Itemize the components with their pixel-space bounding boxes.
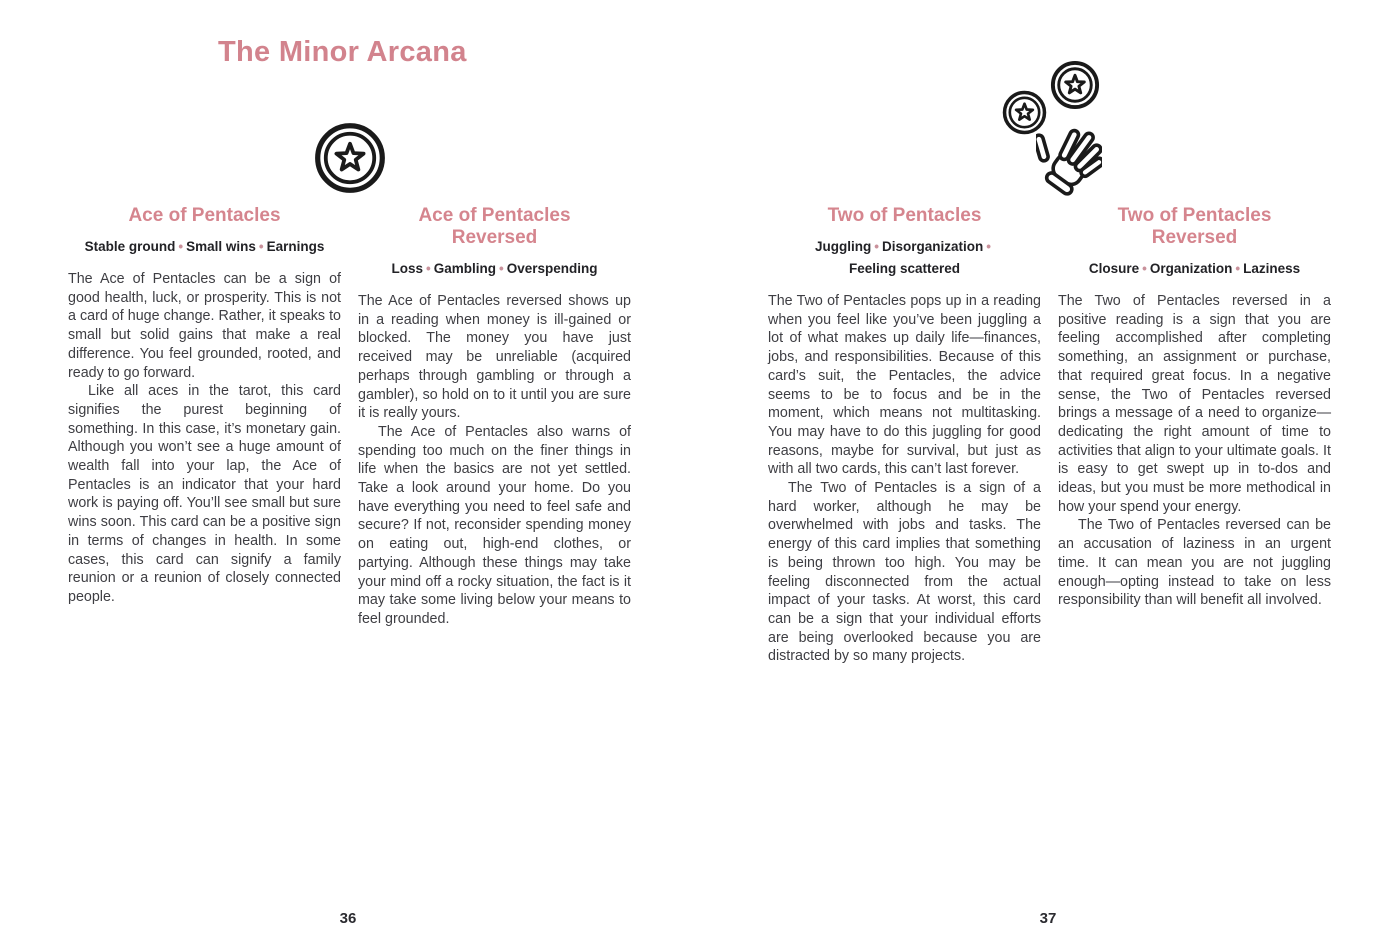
keyword: Stable ground [84,239,176,254]
card-title [1058,205,1331,249]
card-title-line: Two of Pentacles [1117,205,1272,226]
card-paragraph: Like all aces in the tarot, this card signifies the purest beginning of something. In this case, it’s monetary gain. Although you won’t see a huge amount of wealth fall into your lap, the Ace of Pentacles is an indicator that your hard work is paying off. You’ll see small but sure wins soon. This card can be a positive sign in terms of changes in health. In some cases, this card can signify a family reunion or a reunion of closely connected people. [68,383,341,605]
card-keywords [358,258,631,280]
card-paragraph: The Two of Pentacles pops up in a reading when you feel like you’ve been juggling a lot of what makes up daily life—finances, jobs, and responsibilities. Because of this card’s suit, the Pentacles, the advice seems to be to focus and be in the moment, which means not multitasking. You may have to do this juggling for good reasons, maybe for survival, but just as with all two cards, this can’t last forever. [768,293,1041,478]
card-paragraph: The Two of Pentacles is a sign of a hard worker, although he may be overwhelmed with jobs and tasks. The energy of this card implies that something is being thrown too high. You may be feeling disconnected from the actual impact of your tasks. At worst, this card can be a sign that your individual efforts are being overlooked because you are distracted by so many projects. [768,480,1041,665]
card-paragraph: The Two of Pentacles reversed can be an accusation of laziness in an urgent time. It can mean you are not juggling enough—opting instead to take on less responsibility than will benefit all involved. [1058,517,1331,609]
card-keywords [68,236,341,258]
card-title-line: Reversed [451,227,538,248]
keyword: Organization [1149,261,1233,276]
card-body [68,270,341,607]
card-title [358,205,631,249]
page-number-left: 36 [339,910,357,927]
card-title-line: Two of Pentacles [827,205,982,226]
card-section-two-of-pentacles [768,205,1041,666]
keyword: Closure [1088,261,1140,276]
card-title-line: Ace of Pentacles [418,205,571,226]
card-paragraph: The Ace of Pentacles reversed shows up in a reading when money is ill-gained or blocked. The money you have just received may be unreliable (acquired perhaps through gambling or through a gambler), so hold on to it until you are sure it is really yours. [358,293,631,422]
card-paragraph: The Ace of Pentacles also warns of spending too much on the finer things in life when the basics are not yet settled. Take a look around your home. Do you have everything you need to feel safe and secure? If not, reconsider spending money on eating out, high-end clothes, or partying. Although these things may take your mind off a rocky situation, the fact is it may take some living below your means to feel grounded. [358,423,631,627]
card-keywords [768,236,1041,280]
bullet-separator: • [1235,261,1241,276]
card-title-line: Ace of Pentacles [128,205,281,226]
juggling-hand-icon [1036,124,1102,202]
card-paragraph: The Two of Pentacles reversed in a positive reading is a sign that you are feeling accomplished after completing something, an assignment or purchase, that required great focus. In a negative sense, the Two of Pentacles reversed brings a message of a need to organize—dedicating the right amount of time to activities that align to your ultimate goals. It is easy to get swept up in to-dos and ideas, but you must be more methodical in how your spend your energy. [1058,293,1331,515]
page-number-right: 37 [1039,910,1057,927]
keyword: Earnings [266,239,325,254]
keyword: Feeling scattered [848,261,961,276]
bullet-separator: • [258,239,264,254]
keyword: Laziness [1243,261,1301,276]
bullet-separator: • [986,239,991,254]
card-title [68,205,341,227]
card-body [358,292,631,629]
card-title [768,205,1041,227]
card-section-two-of-pentacles-reversed [1058,205,1331,610]
bullet-separator: • [178,239,184,254]
keyword: Juggling [815,239,872,254]
bullet-separator: • [1142,261,1147,276]
page-title: The Minor Arcana [218,36,467,68]
bullet-separator: • [426,261,431,276]
bullet-separator: • [874,239,879,254]
card-body [1058,292,1331,610]
card-title-line: Reversed [1151,227,1238,248]
pentacle-coin-icon [312,120,388,196]
card-section-ace-of-pentacles-reversed [358,205,631,629]
card-paragraph: The Ace of Pentacles can be a sign of good health, luck, or prosperity. This is not a card of huge change. Rather, it speaks to small but solid gains that make a real difference. You feel grounded, rooted, and ready to go forward. [68,271,341,381]
keyword: Loss [391,261,423,276]
card-keywords [1058,258,1331,280]
keyword: Gambling [433,261,496,276]
keyword: Overspending [506,261,598,276]
card-section-ace-of-pentacles [68,205,341,607]
bullet-separator: • [499,261,504,276]
card-body [768,292,1041,666]
keyword: Disorganization [881,239,984,254]
keyword: Small wins [186,239,256,254]
pentacle-coin-icon [1049,59,1101,111]
